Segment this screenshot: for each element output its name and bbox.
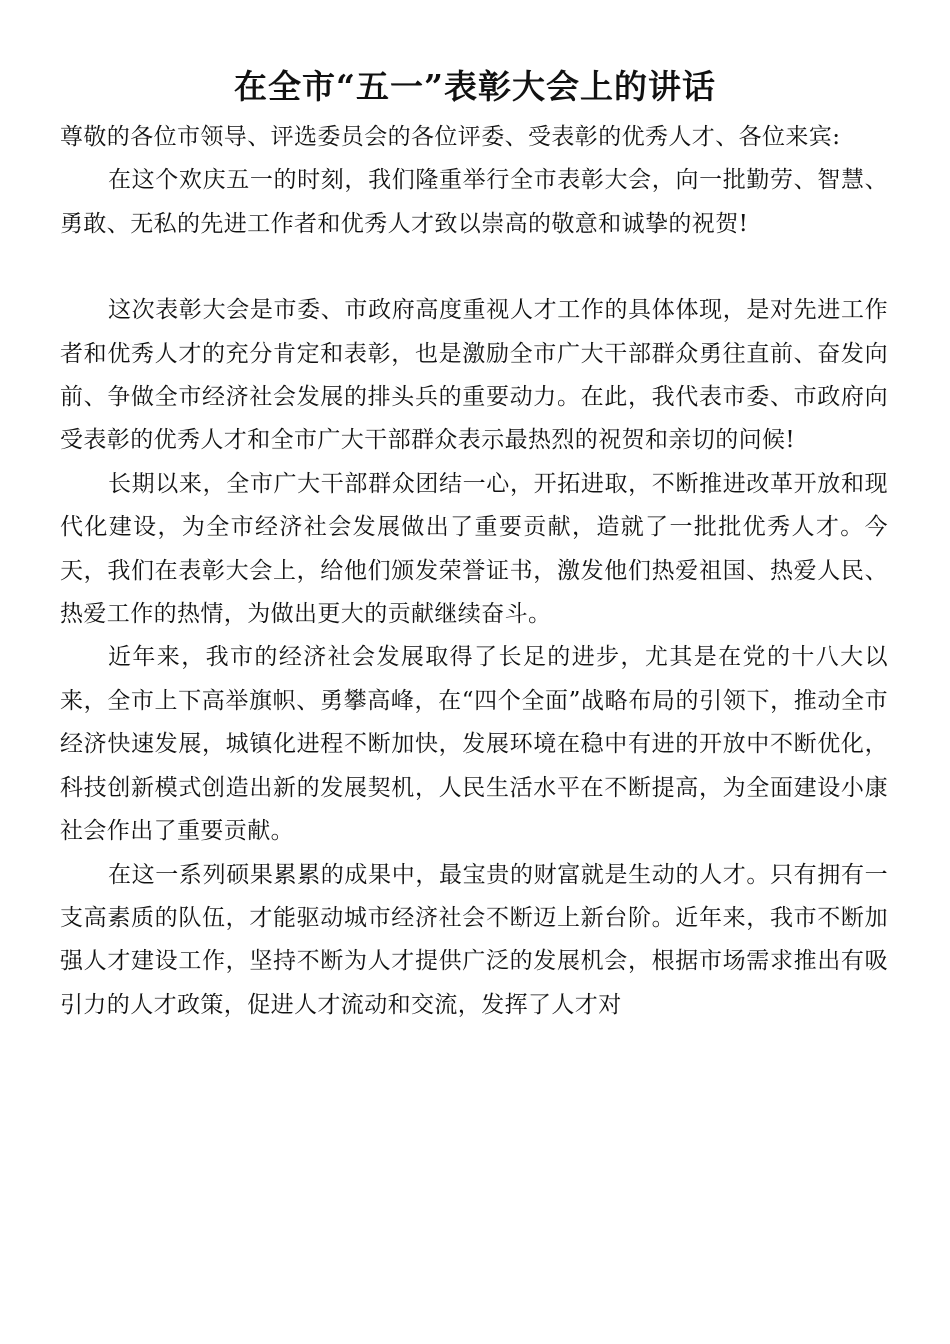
- document-title: 在全市“五一”表彰大会上的讲话: [234, 67, 716, 106]
- paragraph-significance: 这次表彰大会是市委、市政府高度重视人才工作的具体体现，是对先进工作者和优秀人才的充分肯定和表彰，也是激励全市广大干部群众勇往直前、奋发向前、争做全市经济社会发展的排头兵的重要动力。在此，我代表市委、市政府向受表彰的优秀人才和全市广大干部群众表示最热烈的祝贺和亲切的问候!: [60, 297, 888, 454]
- document-body: [60, 116, 888, 1027]
- salutation: 尊敬的各位市领导、评选委员会的各位评委、受表彰的优秀人才、各位来宾:: [60, 124, 841, 150]
- paragraph-recent-years: 近年来，我市的经济社会发展取得了长足的进步，尤其是在党的十八大以来，全市上下高举旗帜、勇攀高峰，在“四个全面”战略布局的引领下，推动全市经济快速发展，城镇化进程不断加快，发展环境在稳中有进的开放中不断优化，科技创新模式创造出新的发展契机，人民生活水平在不断提高，为全面建设小康社会作出了重要贡献。: [60, 644, 888, 845]
- paragraph-talent: 在这一系列硕果累累的成果中，最宝贵的财富就是生动的人才。只有拥有一支高素质的队伍，才能驱动城市经济社会不断迈上新台阶。近年来，我市不断加强人才建设工作，坚持不断为人才提供广泛的发展机会，根据市场需求推出有吸引力的人才政策，促进人才流动和交流，发挥了人才对: [60, 861, 888, 1018]
- paragraph-opening: 在这个欢庆五一的时刻，我们隆重举行全市表彰大会，向一批勤劳、智慧、勇敢、无私的先进工作者和优秀人才致以崇高的敬意和诚挚的祝贺!: [60, 167, 888, 237]
- paragraph-long-term: 长期以来，全市广大干部群众团结一心，开拓进取，不断推进改革开放和现代化建设，为全市经济社会发展做出了重要贡献，造就了一批批优秀人才。今天，我们在表彰大会上，给他们颁发荣誉证书，激发他们热爱祖国、热爱人民、热爱工作的热情，为做出更大的贡献继续奋斗。: [60, 470, 888, 628]
